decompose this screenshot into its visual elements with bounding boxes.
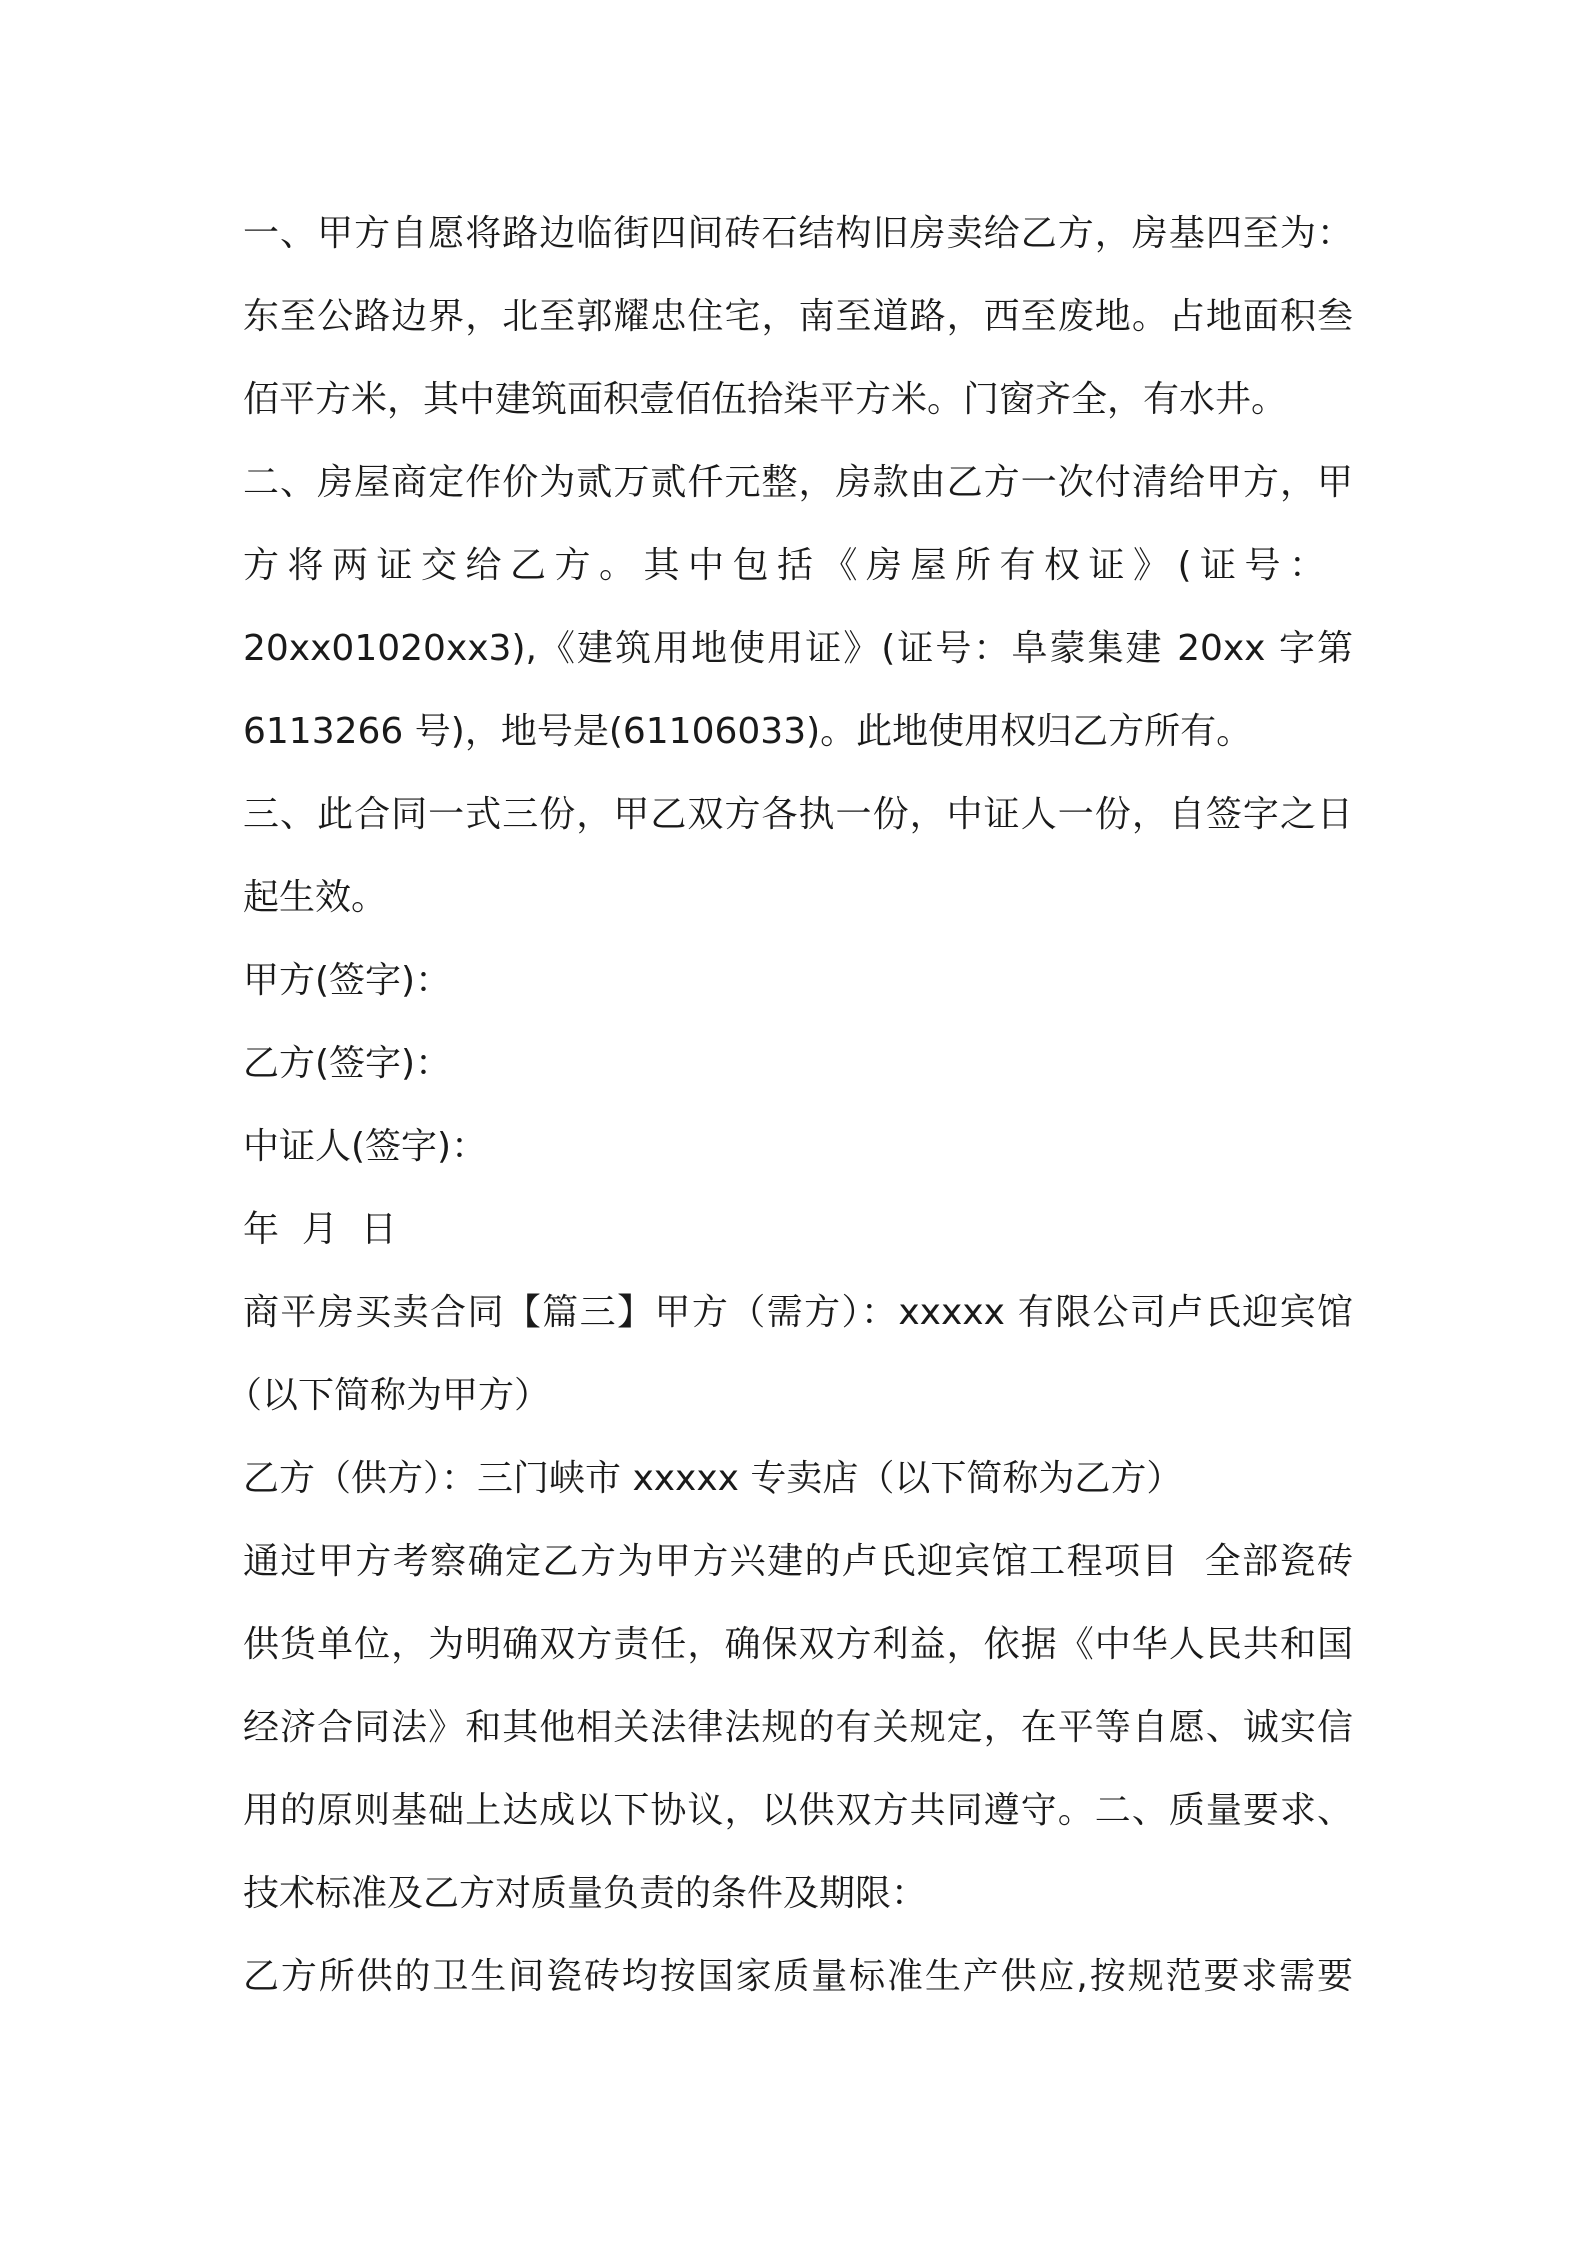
text-line: 通过甲方考察确定乙方为甲方兴建的卢氏迎宾馆工程项目 全部瓷砖 <box>243 1541 1353 1582</box>
text-line: 乙方（供方）：三门峡市 xxxxx 专卖店（以下简称为乙方） <box>243 1458 1183 1499</box>
text-line: 供货单位，为明确双方责任，确保双方利益，依据《中华人民共和国 <box>243 1624 1353 1665</box>
text-line: 佰平方米，其中建筑面积壹佰伍拾柒平方米。门窗齐全，有水井。 <box>243 379 1288 420</box>
text-line: （以下简称为甲方） <box>226 1375 551 1416</box>
text-line: 经济合同法》和其他相关法律法规的有关规定，在平等自愿、诚实信 <box>243 1707 1353 1748</box>
date-line: 年 月 日 <box>243 1209 397 1250</box>
text-line: 二、房屋商定作价为贰万贰仟元整，房款由乙方一次付清给甲方，甲 <box>243 462 1353 503</box>
text-line: 6113266 号)，地号是(61106033)。此地使用权归乙方所有。 <box>243 711 1253 752</box>
text-line: 一、甲方自愿将路边临街四间砖石结构旧房卖给乙方，房基四至为： <box>243 213 1353 254</box>
text-line: 技术标准及乙方对质量负责的条件及期限： <box>243 1873 928 1914</box>
text-line: 用的原则基础上达成以下协议，以供双方共同遵守。二、质量要求、 <box>243 1790 1353 1831</box>
text-line: 起生效。 <box>243 877 388 918</box>
signature-line-witness: 中证人(签字)： <box>243 1126 488 1167</box>
text-line: 三、此合同一式三份，甲乙双方各执一份，中证人一份，自签字之日 <box>243 794 1353 835</box>
text-line: 方将两证交给乙方。其中包括《房屋所有权证》(证号： <box>243 545 1334 586</box>
text-line: 乙方所供的卫生间瓷砖均按国家质量标准生产供应,按规范要求需要 <box>243 1956 1353 1997</box>
text-line: 20xx01020xx3),《建筑用地使用证》(证号：阜蒙集建 20xx 字第 <box>243 628 1353 669</box>
section-heading-line: 商平房买卖合同【篇三】甲方（需方）：xxxxx 有限公司卢氏迎宾馆 <box>243 1292 1353 1333</box>
signature-line-party-a: 甲方(签字)： <box>243 960 452 1001</box>
text-line: 东至公路边界，北至郭耀忠住宅，南至道路，西至废地。占地面积叁 <box>243 296 1353 337</box>
signature-line-party-b: 乙方(签字)： <box>243 1043 452 1084</box>
